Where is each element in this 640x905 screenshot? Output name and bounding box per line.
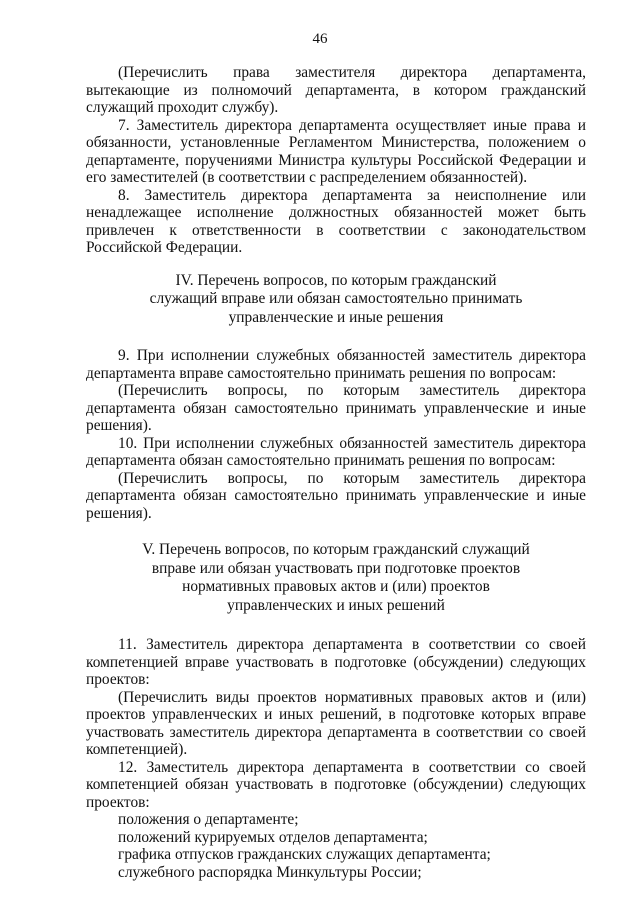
paragraph-9: 9. При исполнении служебных обязанностей заместитель директора департамента вправе самостоятельно принимать решения по вопросам: (86, 347, 586, 382)
heading-line: V. Перечень вопросов, по которым гражданский служащий (142, 541, 530, 558)
paragraph-10-note: (Перечислить вопросы, по которым заместитель директора департамента обязан самостоятельно принимать управленческие и иные решения). (86, 469, 586, 522)
paragraph-8: 8. Заместитель директора департамента за неисполнение или ненадлежащее исполнение должностных обязанностей может быть привлечен к ответственности в соответствии с законодательством Российской Федерации. (86, 186, 586, 256)
list-item: служебного распорядка Минкультуры России; (118, 863, 422, 881)
paragraph-11-note: (Перечислить виды проектов нормативных правовых актов и (или) проектов управленческих и иных решений, в подготовке которых вправе участвовать заместитель директора департамента в соответствии со своей компетенцией). (86, 688, 586, 758)
list-item: положений курируемых отделов департамента; (118, 828, 428, 846)
paragraph-12: 12. Заместитель директора департамента в соответствии со своей компетенцией обязан участвовать в подготовке (обсуждении) следующих проектов: (86, 758, 586, 811)
heading-line: управленческих и иных решений (227, 596, 445, 614)
section-heading-v (86, 541, 586, 615)
paragraph-11: 11. Заместитель директора департамента в соответствии со своей компетенцией вправе участвовать в подготовке (обсуждении) следующих проектов: (86, 636, 586, 688)
paragraph-rights-note: (Перечислить права заместителя директора департамента, вытекающие из полномочий департамента, в котором гражданский служащий проходит службу). (86, 64, 586, 116)
section-heading-iv (86, 272, 586, 328)
paragraph-9-note: (Перечислить вопросы, по которым заместитель директора департамента обязан самостоятельно принимать управленческие и иные решения). (86, 382, 586, 434)
page-number: 46 (312, 31, 328, 47)
heading-line: управленческие и иные решения (228, 308, 444, 326)
paragraph-7: 7. Заместитель директора департамента осуществляет иные права и обязанности, установленные Регламентом Министерства, положением о департаменте, поручениями Министра культуры Российской Федерации и его заместителей (в соответствии с распределением обязанностей). (86, 116, 586, 186)
heading-line: IV. Перечень вопросов, по которым гражданский (175, 271, 497, 289)
list-item: положения о департаменте; (118, 811, 299, 828)
projects-list (86, 811, 586, 881)
paragraph-10: 10. При исполнении служебных обязанностей заместитель директора департамента обязан самостоятельно принимать решения по вопросам: (86, 434, 586, 469)
heading-line: вправе или обязан участвовать при подготовке проектов (151, 559, 521, 577)
document-body (86, 64, 586, 881)
heading-line: служащий вправе или обязан самостоятельно принимать (149, 290, 523, 307)
heading-line: нормативных правовых актов и (или) проектов (182, 578, 490, 595)
list-item: графика отпусков гражданских служащих департамента; (118, 846, 491, 863)
